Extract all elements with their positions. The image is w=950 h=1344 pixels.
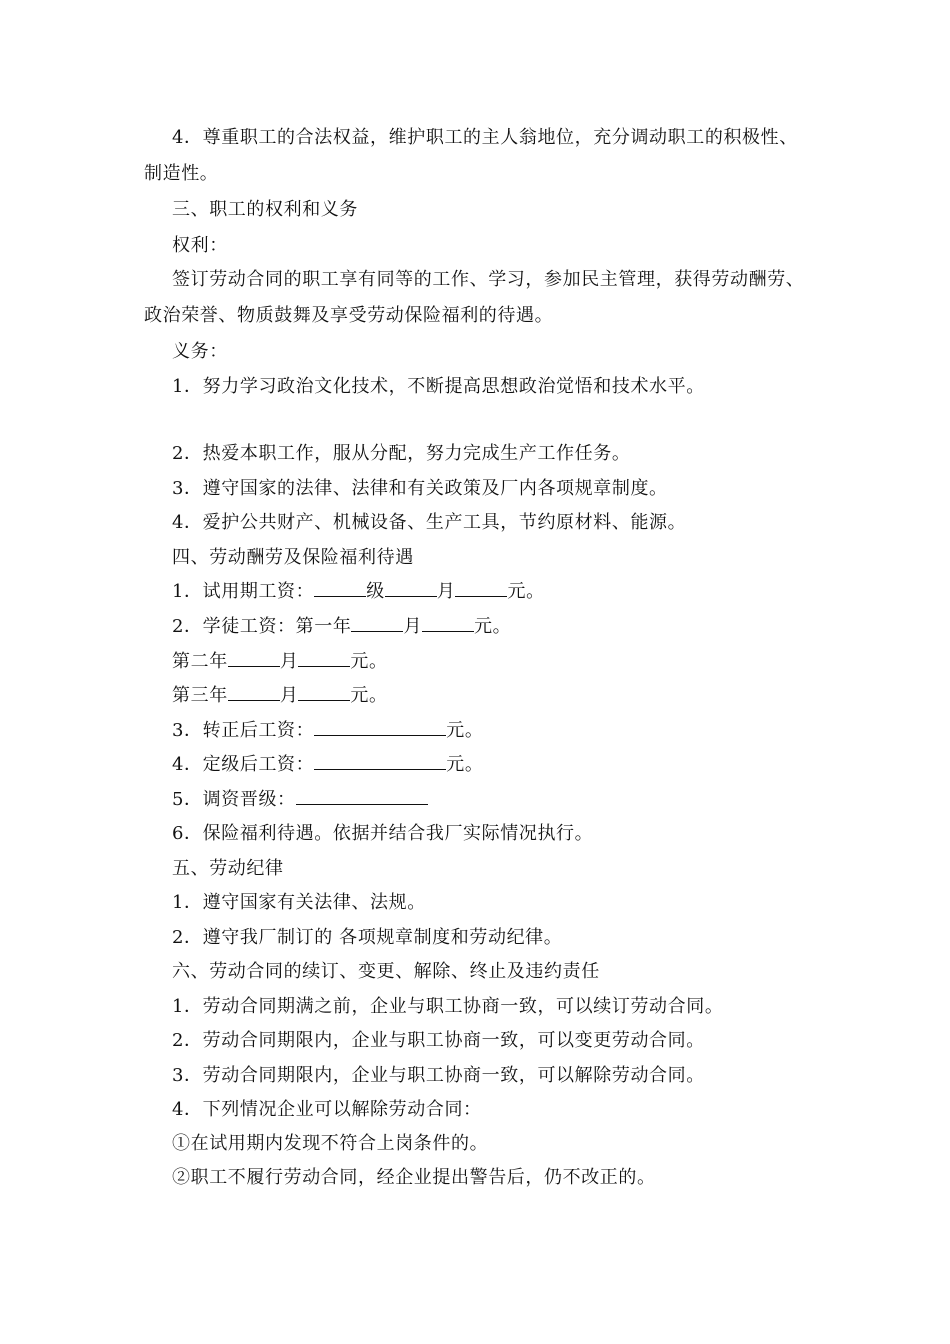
year3-label: 第三年 — [172, 685, 228, 706]
list-item: 3．遵守国家的法律、法律和有关政策及厂内各项规章制度。 — [172, 478, 668, 499]
list-item: 4．下列情况企业可以解除劳动合同： — [172, 1099, 482, 1120]
fill-in-blank[interactable] — [228, 684, 280, 701]
list-item: 2．遵守我厂制订的 各项规章制度和劳动纪律。 — [172, 927, 563, 948]
paragraph-line: 制造性。 — [144, 163, 219, 184]
list-item: 4．爱护公共财产、机械设备、生产工具，节约原材料、能源。 — [172, 512, 687, 533]
fill-in-blank[interactable] — [228, 650, 280, 667]
unit-text: 元。 — [446, 720, 484, 741]
list-item: 3．劳动合同期限内，企业与职工协商一致，可以解除劳动合同。 — [172, 1065, 705, 1086]
section-heading: 四、劳动酬劳及保险福利待遇 — [172, 547, 414, 568]
unit-text: 月 — [436, 581, 456, 602]
unit-text: 月 — [279, 651, 299, 672]
fill-in-blank[interactable] — [314, 719, 446, 736]
graded-wage-line — [172, 753, 483, 777]
section-heading: 三、职工的权利和义务 — [172, 199, 358, 220]
rights-label: 权利： — [172, 235, 228, 256]
unit-text: 元。 — [446, 754, 484, 775]
section-heading: 五、劳动纪律 — [172, 858, 284, 879]
list-item: 6．保险福利待遇。依据并结合我厂实际情况执行。 — [172, 823, 594, 844]
unit-text: 元。 — [474, 616, 512, 637]
regular-label: 3．转正后工资： — [172, 720, 315, 741]
list-item: 1．劳动合同期满之前，企业与职工协商一致，可以续订劳动合同。 — [172, 996, 724, 1017]
duties-label: 义务： — [172, 341, 228, 362]
regular-wage-line — [172, 719, 483, 743]
fill-in-blank[interactable] — [298, 650, 350, 667]
fill-in-blank[interactable] — [298, 684, 350, 701]
unit-text: 月 — [403, 616, 423, 637]
fill-in-blank[interactable] — [296, 788, 428, 805]
section-heading: 六、劳动合同的续订、变更、解除、终止及违约责任 — [172, 961, 600, 982]
fill-in-blank[interactable] — [385, 580, 437, 597]
fill-in-blank[interactable] — [314, 580, 366, 597]
paragraph-line: 政治荣誉、物质鼓舞及享受劳动保险福利的待遇。 — [144, 305, 554, 326]
unit-text: 元。 — [507, 581, 545, 602]
unit-text: 元。 — [350, 685, 388, 706]
sub-list-item: ①在试用期内发现不符合上岗条件的。 — [172, 1133, 489, 1154]
probation-wage-line — [172, 580, 545, 604]
fill-in-blank[interactable] — [351, 615, 403, 632]
year2-wage-line — [172, 650, 388, 674]
fill-in-blank[interactable] — [422, 615, 474, 632]
graded-label: 4．定级后工资： — [172, 754, 315, 775]
probation-label: 1．试用期工资： — [172, 581, 315, 602]
year2-label: 第二年 — [172, 651, 228, 672]
raise-label: 5．调资晋级： — [172, 789, 296, 810]
list-item: 1．努力学习政治文化技术，不断提高思想政治觉悟和技术水平。 — [172, 376, 705, 397]
unit-text: 元。 — [350, 651, 388, 672]
year3-wage-line — [172, 684, 388, 708]
paragraph-line: 签订劳动合同的职工享有同等的工作、学习，参加民主管理，获得劳动酬劳、 — [172, 269, 805, 290]
sub-list-item: ②职工不履行劳动合同，经企业提出警告后，仍不改正的。 — [172, 1167, 656, 1188]
raise-line — [172, 788, 428, 812]
list-item: 2．热爱本职工作，服从分配，努力完成生产工作任务。 — [172, 443, 631, 464]
fill-in-blank[interactable] — [314, 753, 446, 770]
apprentice-wage-line — [172, 615, 511, 639]
apprentice-label: 2．学徒工资：第一年 — [172, 616, 352, 637]
paragraph-line: 4．尊重职工的合法权益，维护职工的主人翁地位，充分调动职工的积极性、 — [172, 127, 798, 148]
list-item: 2．劳动合同期限内，企业与职工协商一致，可以变更劳动合同。 — [172, 1030, 705, 1051]
list-item: 1．遵守国家有关法律、法规。 — [172, 892, 426, 913]
unit-text: 级 — [366, 581, 385, 602]
fill-in-blank[interactable] — [455, 580, 507, 597]
unit-text: 月 — [279, 685, 299, 706]
